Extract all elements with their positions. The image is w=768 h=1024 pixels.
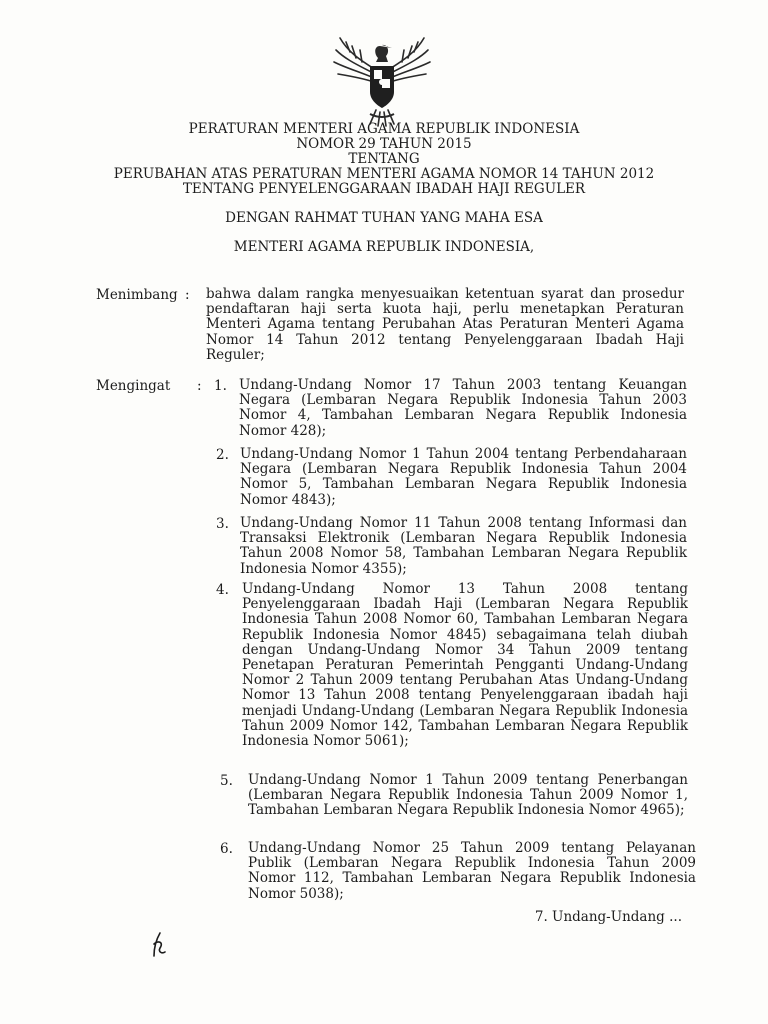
- menimbang-label: Menimbang: [96, 287, 178, 303]
- mengingat-item-text: Undang-Undang Nomor 13 Tahun 2008 tentang Penyelenggaraan Ibadah Haji (Lembaran Negara Republik Indonesia Tahun 2008 Nomor 60, Tambahan Lembaran Negara Republik Indonesia Nomor 4845) sebagaimana telah diubah dengan Undang-Undang Nomor 34 Tahun 2009 tentang Penetapan Peraturan Pemerintah Pengganti Undang-Undang Nomor 2 Tahun 2009 tentang Perubahan Atas Undang-Undang Nomor 13 Tahun 2008 tentang Penyelenggaraan ibadah haji menjadi Undang-Undang (Lembaran Negara Republik Indonesia Tahun 2009 Nomor 142, Tambahan Lembaran Negara Republik Indonesia Nomor 5061);: [242, 581, 688, 750]
- mengingat-item-text: Undang-Undang Nomor 11 Tahun 2008 tentang Informasi dan Transaksi Elektronik (Lembaran Negara Republik Indonesia Tahun 2008 Nomor 58, Tambahan Lembaran Negara Republik Indonesia Nomor 4355);: [240, 515, 687, 577]
- next-page-catchword: 7. Undang-Undang ...: [534, 909, 682, 925]
- mengingat-item-text: Undang-Undang Nomor 1 Tahun 2009 tentang Penerbangan (Lembaran Negara Republik Indonesia Tahun 2009 Nomor 1, Tambahan Lembaran Negara Republik Indonesia Nomor 4965);: [248, 772, 688, 819]
- menimbang-colon: :: [185, 287, 190, 303]
- mengingat-label: Mengingat: [96, 378, 171, 394]
- paraf-initial-icon: [148, 930, 170, 960]
- regulation-tentang: TENTANG: [348, 151, 420, 167]
- regulation-title: PERATURAN MENTERI AGAMA REPUBLIK INDONESIA: [188, 121, 580, 137]
- mengingat-item-text: Undang-Undang Nomor 25 Tahun 2009 tentang Pelayanan Publik (Lembaran Negara Republik Indonesia Tahun 2009 Nomor 112, Tambahan Lembaran Negara Republik Indonesia Nomor 5038);: [248, 840, 696, 902]
- mengingat-item-number: 5.: [220, 773, 233, 789]
- mengingat-item-number: 3.: [216, 516, 229, 532]
- mengingat-item-number: 6.: [220, 841, 233, 857]
- mengingat-colon: :: [197, 378, 202, 394]
- mengingat-item-text: Undang-Undang Nomor 17 Tahun 2003 tentang Keuangan Negara (Lembaran Negara Republik Indonesia Tahun 2003 Nomor 4, Tambahan Lembaran Negara Republik Indonesia Nomor 428);: [239, 377, 687, 439]
- regulation-subject-line1: PERUBAHAN ATAS PERATURAN MENTERI AGAMA NOMOR 14 TAHUN 2012: [113, 166, 655, 182]
- document-header: [0, 122, 768, 255]
- mengingat-item-number: 2.: [216, 447, 229, 463]
- garuda-emblem-icon: [330, 30, 434, 130]
- menimbang-text: bahwa dalam rangka menyesuaikan ketentuan syarat dan prosedur pendaftaran haji serta kuota haji, perlu menetapkan Peraturan Menteri Agama tentang Perubahan Atas Peraturan Menteri Agama Nomor 14 Tahun 2012 tentang Penyelenggaraan Ibadah Haji Reguler;: [206, 286, 684, 363]
- issuer-line: MENTERI AGAMA REPUBLIK INDONESIA,: [233, 239, 535, 255]
- regulation-number: NOMOR 29 TAHUN 2015: [296, 136, 472, 152]
- mengingat-item-number: 4.: [216, 582, 229, 598]
- preamble-invocation: DENGAN RAHMAT TUHAN YANG MAHA ESA: [225, 210, 543, 226]
- mengingat-item-text: Undang-Undang Nomor 1 Tahun 2004 tentang Perbendaharaan Negara (Lembaran Negara Republik Indonesia Tahun 2004 Nomor 5, Tambahan Lembaran Negara Republik Indonesia Nomor 4843);: [240, 446, 687, 508]
- regulation-subject-line2: TENTANG PENYELENGGARAAN IBADAH HAJI REGULER: [182, 181, 586, 197]
- mengingat-item-number: 1.: [214, 378, 227, 394]
